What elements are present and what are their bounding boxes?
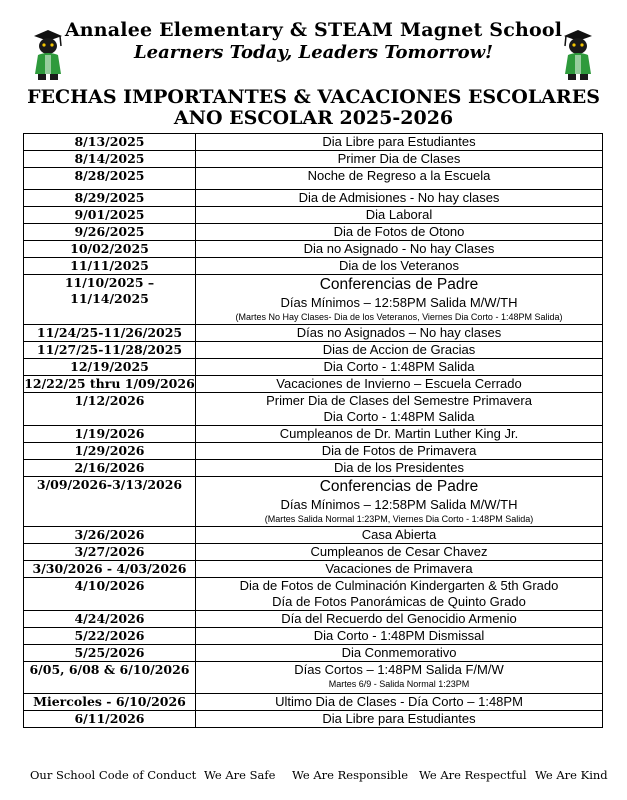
event-date: 8/28/2025 — [24, 168, 196, 190]
event-description — [196, 224, 603, 241]
event-line: Dia Corto - 1:48PM Dismissal — [313, 628, 485, 643]
event-date: 1/29/2026 — [24, 443, 196, 460]
footer-kind: We Are Kind — [535, 768, 608, 782]
event-date: 11/10/2025 – 11/14/2025 — [24, 275, 196, 325]
table-row — [24, 258, 603, 275]
event-line: Martes 6/9 - Salida Normal 1:23PM — [328, 679, 470, 689]
event-description — [196, 275, 603, 325]
table-row — [24, 207, 603, 224]
event-description — [196, 151, 603, 168]
event-line: Noche de Regreso a la Escuela — [307, 168, 491, 183]
school-name: Annalee Elementary & STEAM Magnet School — [64, 19, 563, 41]
event-date: 9/26/2025 — [24, 224, 196, 241]
event-line: Dia no Asignado - No hay Clases — [303, 241, 495, 256]
event-date: 5/22/2026 — [24, 628, 196, 645]
event-date: 6/05, 6/08 & 6/10/2026 — [24, 662, 196, 694]
event-date: 1/12/2026 — [24, 393, 196, 426]
event-date: 12/19/2025 — [24, 359, 196, 376]
event-date: 3/30/2026 - 4/03/2026 — [24, 561, 196, 578]
event-line: Dias de Accion de Gracias — [322, 342, 476, 357]
event-line: Dia Libre para Estudiantes — [322, 134, 476, 149]
event-description — [196, 662, 603, 694]
event-line: Conferencias de Padre — [319, 478, 479, 495]
event-line: Dia Conmemorativo — [341, 645, 457, 660]
table-row — [24, 168, 603, 190]
event-description — [196, 460, 603, 477]
table-row — [24, 190, 603, 207]
event-date: 6/11/2026 — [24, 711, 196, 728]
event-line: Dia de Admisiones - No hay clases — [298, 190, 500, 205]
event-date: 8/29/2025 — [24, 190, 196, 207]
table-row — [24, 342, 603, 359]
event-date: 8/13/2025 — [24, 134, 196, 151]
table-row — [24, 426, 603, 443]
event-line: Dia Corto - 1:48PM Salida — [323, 359, 475, 374]
event-line: Cumpleanos de Dr. Martin Luther King Jr. — [279, 426, 519, 441]
footer-respectful: We Are Respectful — [419, 768, 527, 782]
event-description — [196, 544, 603, 561]
event-description — [196, 342, 603, 359]
event-description — [196, 207, 603, 224]
event-date: 9/01/2025 — [24, 207, 196, 224]
event-date: 3/26/2026 — [24, 527, 196, 544]
event-line: Días Cortos – 1:48PM Salida F/M/W — [294, 662, 504, 677]
event-line: Conferencias de Padre — [319, 276, 479, 293]
dates-table — [23, 133, 603, 728]
event-line: Días Mínimos – 12:58PM Salida M/W/TH — [280, 295, 518, 310]
event-line: Cumpleanos de Cesar Chavez — [310, 544, 488, 559]
event-description — [196, 426, 603, 443]
school-motto: Learners Today, Leaders Tomorrow! — [134, 42, 493, 63]
table-row — [24, 561, 603, 578]
event-date: 11/11/2025 — [24, 258, 196, 275]
table-row — [24, 711, 603, 728]
table-row — [24, 477, 603, 527]
event-date: Miercoles - 6/10/2026 — [24, 694, 196, 711]
event-description — [196, 393, 603, 426]
event-line: Días no Asignados – No hay clases — [296, 325, 502, 340]
event-description — [196, 561, 603, 578]
event-line: Día de Fotos Panorámicas de Quinto Grado — [272, 594, 526, 609]
event-description — [196, 527, 603, 544]
event-description — [196, 376, 603, 393]
event-date: 2/16/2026 — [24, 460, 196, 477]
event-line: Dia de Fotos de Otono — [333, 224, 465, 239]
event-date: 8/14/2025 — [24, 151, 196, 168]
event-description — [196, 443, 603, 460]
event-description — [196, 694, 603, 711]
event-description — [196, 645, 603, 662]
event-line: Dia de Fotos de Culminación Kindergarten & 5th Grado — [239, 578, 559, 593]
event-description — [196, 628, 603, 645]
table-row — [24, 393, 603, 426]
school-year-title: ANO ESCOLAR 2025-2026 — [173, 107, 454, 129]
table-row — [24, 275, 603, 325]
table-row — [24, 460, 603, 477]
table-row — [24, 359, 603, 376]
event-date: 4/24/2026 — [24, 611, 196, 628]
event-line: Dia Corto - 1:48PM Salida — [323, 409, 475, 424]
event-date: 3/09/2026-3/13/2026 — [24, 477, 196, 527]
event-line: Ultimo Dia de Clases - Día Corto – 1:48PM — [275, 694, 523, 709]
table-row — [24, 134, 603, 151]
code-of-conduct-label: Our School Code of Conduct — [30, 768, 197, 782]
table-row — [24, 325, 603, 342]
table-row — [24, 645, 603, 662]
event-description — [196, 325, 603, 342]
event-line: Vacaciones de Invierno – Escuela Cerrado — [276, 376, 522, 391]
event-date: 4/10/2026 — [24, 578, 196, 611]
table-row — [24, 224, 603, 241]
event-description — [196, 359, 603, 376]
event-line: (Martes No Hay Clases- Dia de los Veteranos, Viernes Dia Corto - 1:48PM Salida) — [235, 312, 563, 322]
table-row — [24, 628, 603, 645]
event-date: 11/24/25-11/26/2025 — [24, 325, 196, 342]
event-line: Día del Recuerdo del Genocidio Armenio — [281, 611, 517, 626]
table-row — [24, 544, 603, 561]
table-row — [24, 694, 603, 711]
table-row — [24, 527, 603, 544]
event-date: 11/27/25-11/28/2025 — [24, 342, 196, 359]
event-description — [196, 477, 603, 527]
event-description — [196, 611, 603, 628]
event-description — [196, 190, 603, 207]
table-row — [24, 611, 603, 628]
panther-graduate-icon — [30, 28, 66, 84]
event-line: Casa Abierta — [361, 527, 437, 542]
calendar-title: FECHAS IMPORTANTES & VACACIONES ESCOLARES — [27, 86, 600, 108]
event-description — [196, 578, 603, 611]
event-date: 1/19/2026 — [24, 426, 196, 443]
event-line: Primer Dia de Clases del Semestre Primavera — [266, 393, 532, 408]
event-date: 5/25/2026 — [24, 645, 196, 662]
event-description — [196, 168, 603, 190]
event-description — [196, 241, 603, 258]
table-row — [24, 241, 603, 258]
table-row — [24, 443, 603, 460]
event-line: Dia de los Presidentes — [333, 460, 465, 475]
table-row — [24, 578, 603, 611]
event-line: Dia de los Veteranos — [339, 258, 459, 273]
event-description — [196, 711, 603, 728]
event-line: Dia de Fotos de Primavera — [321, 443, 477, 458]
event-line: Vacaciones de Primavera — [325, 561, 473, 576]
panther-graduate-icon — [560, 28, 596, 84]
table-row — [24, 151, 603, 168]
footer-safe: We Are Safe — [204, 768, 276, 782]
footer-responsible: We Are Responsible — [292, 768, 409, 782]
event-date: 12/22/25 thru 1/09/2026 — [24, 376, 195, 391]
event-description — [196, 258, 603, 275]
document-header — [0, 18, 627, 64]
event-line: (Martes Salida Normal 1:23PM, Viernes Dia Corto - 1:48PM Salida) — [264, 514, 534, 524]
event-line: Dia Libre para Estudiantes — [322, 711, 476, 726]
event-date: 10/02/2025 — [24, 241, 196, 258]
table-row — [24, 376, 603, 393]
event-line: Días Mínimos – 12:58PM Salida M/W/TH — [280, 497, 518, 512]
event-line: Primer Dia de Clases — [337, 151, 461, 166]
event-date: 3/27/2026 — [24, 544, 196, 561]
event-line: Dia Laboral — [365, 207, 433, 222]
event-description — [196, 134, 603, 151]
table-row — [24, 662, 603, 694]
